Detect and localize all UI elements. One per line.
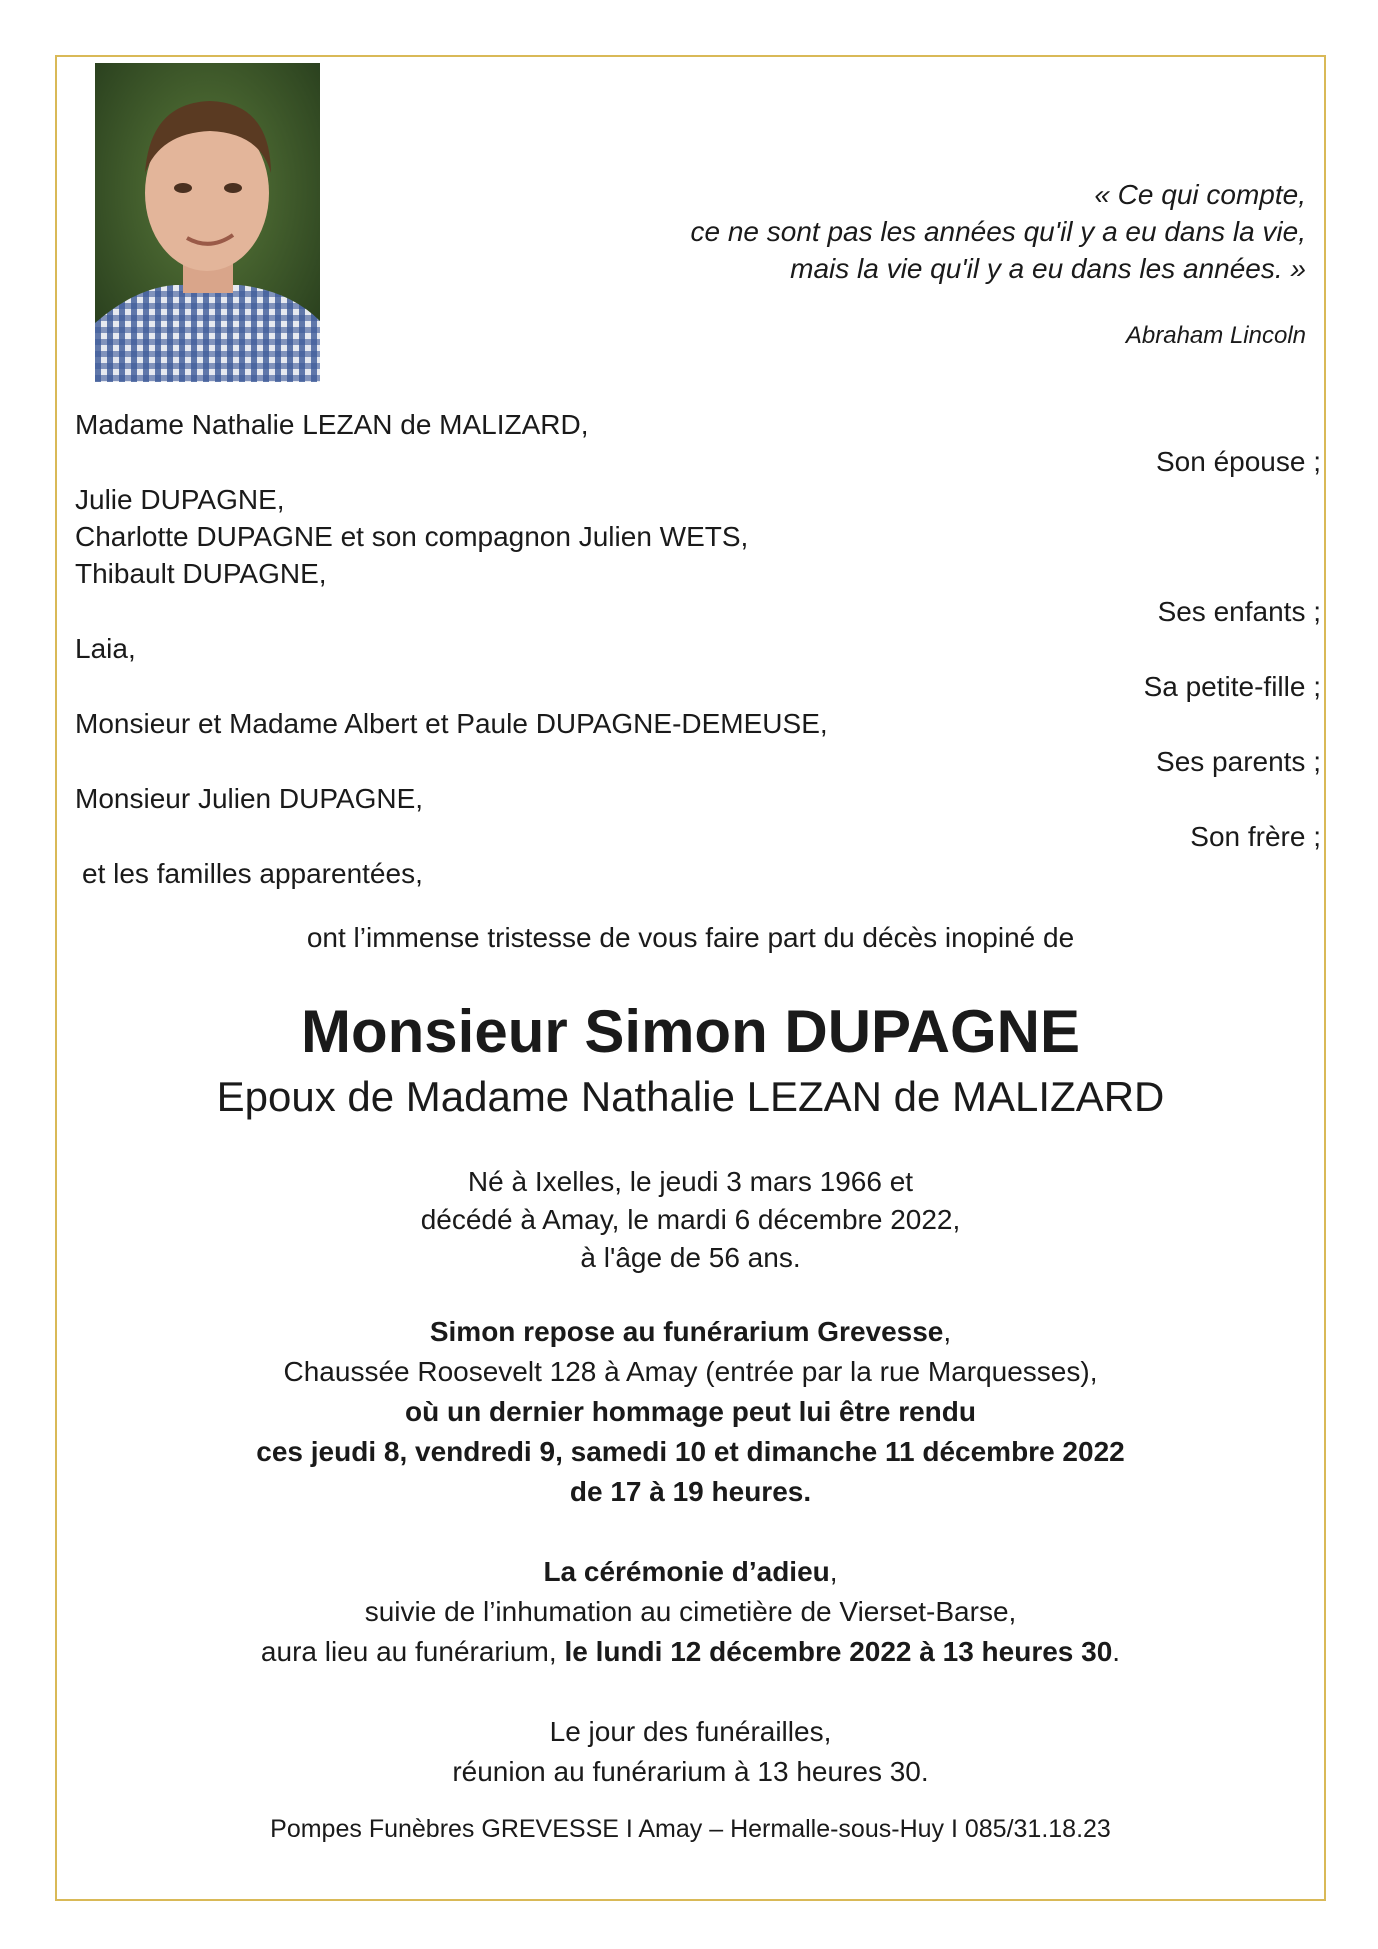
quote (406, 176, 1306, 287)
visitation-line: où un dernier hommage peut lui être rendu (405, 1396, 976, 1427)
visitation-hours: de 17 à 19 heures. (569, 1476, 812, 1507)
family-spouse: Madame Nathalie LEZAN de MALIZARD, (75, 409, 589, 440)
family-relatives: et les familles apparentées, (82, 858, 423, 889)
ceremony-line: suivie de l’inhumation au cimetière de Vierset-Barse, (364, 1596, 1017, 1627)
ceremony-title-suffix: , (829, 1556, 838, 1587)
quote-author: Abraham Lincoln (1125, 322, 1306, 349)
visitation-title-suffix: , (943, 1316, 952, 1347)
funeral-day-line: Le jour des funérailles, (549, 1716, 832, 1747)
quote-line: mais la vie qu'il y a eu dans les années. » (790, 253, 1306, 284)
role-children: Ses enfants ; (1157, 596, 1321, 627)
family-child: Thibault DUPAGNE, (75, 558, 327, 589)
visitation-title (55, 1312, 1326, 1352)
ceremony-date-line (55, 1632, 1326, 1672)
visitation-dates: ces jeudi 8, vendredi 9, samedi 10 et dimanche 11 décembre 2022 (256, 1436, 1125, 1467)
portrait-photo (95, 63, 320, 382)
funeral-day-meeting: réunion au funérarium à 13 heures 30. (452, 1756, 929, 1787)
deceased-name: Monsieur Simon DUPAGNE (301, 998, 1080, 1065)
announcement: ont l’immense tristesse de vous faire part du décès inopiné de (306, 922, 1075, 953)
role-brother: Son frère ; (1190, 821, 1321, 852)
ceremony-date-prefix: aura lieu au funérarium, (260, 1636, 565, 1667)
family-brother: Monsieur Julien DUPAGNE, (75, 783, 424, 814)
deceased-spouse-line: Epoux de Madame Nathalie LEZAN de MALIZARD (216, 1073, 1165, 1120)
family-child: Julie DUPAGNE, (75, 484, 285, 515)
funeral-home-footer: Pompes Funèbres GREVESSE I Amay – Hermalle-sous-Huy I 085/31.18.23 (270, 1815, 1111, 1843)
ceremony-date: le lundi 12 décembre 2022 à 13 heures 30 (564, 1636, 1113, 1667)
visitation-address: Chaussée Roosevelt 128 à Amay (entrée par la rue Marquesses), (283, 1356, 1098, 1387)
quote-line: « Ce qui compte, (1094, 179, 1306, 210)
ceremony-title-bold: La cérémonie d’adieu (543, 1556, 830, 1587)
age-line: à l'âge de 56 ans. (580, 1242, 801, 1273)
family-granddaughter: Laia, (75, 633, 136, 664)
family-parents: Monsieur et Madame Albert et Paule DUPAGNE-DEMEUSE, (75, 708, 828, 739)
role-spouse: Son épouse ; (1155, 446, 1321, 477)
role-granddaughter: Sa petite-fille ; (1143, 671, 1321, 702)
role-parents: Ses parents ; (1156, 746, 1321, 777)
birth-line: Né à Ixelles, le jeudi 3 mars 1966 et (467, 1166, 914, 1197)
family-child: Charlotte DUPAGNE et son compagnon Julien WETS, (75, 521, 749, 552)
quote-line: ce ne sont pas les années qu'il y a eu dans la vie, (690, 216, 1306, 247)
death-line: décédé à Amay, le mardi 6 décembre 2022, (420, 1204, 961, 1235)
ceremony-date-suffix: . (1112, 1636, 1121, 1667)
visitation-title-bold: Simon repose au funérarium Grevesse (429, 1316, 944, 1347)
ceremony-title (55, 1552, 1326, 1592)
